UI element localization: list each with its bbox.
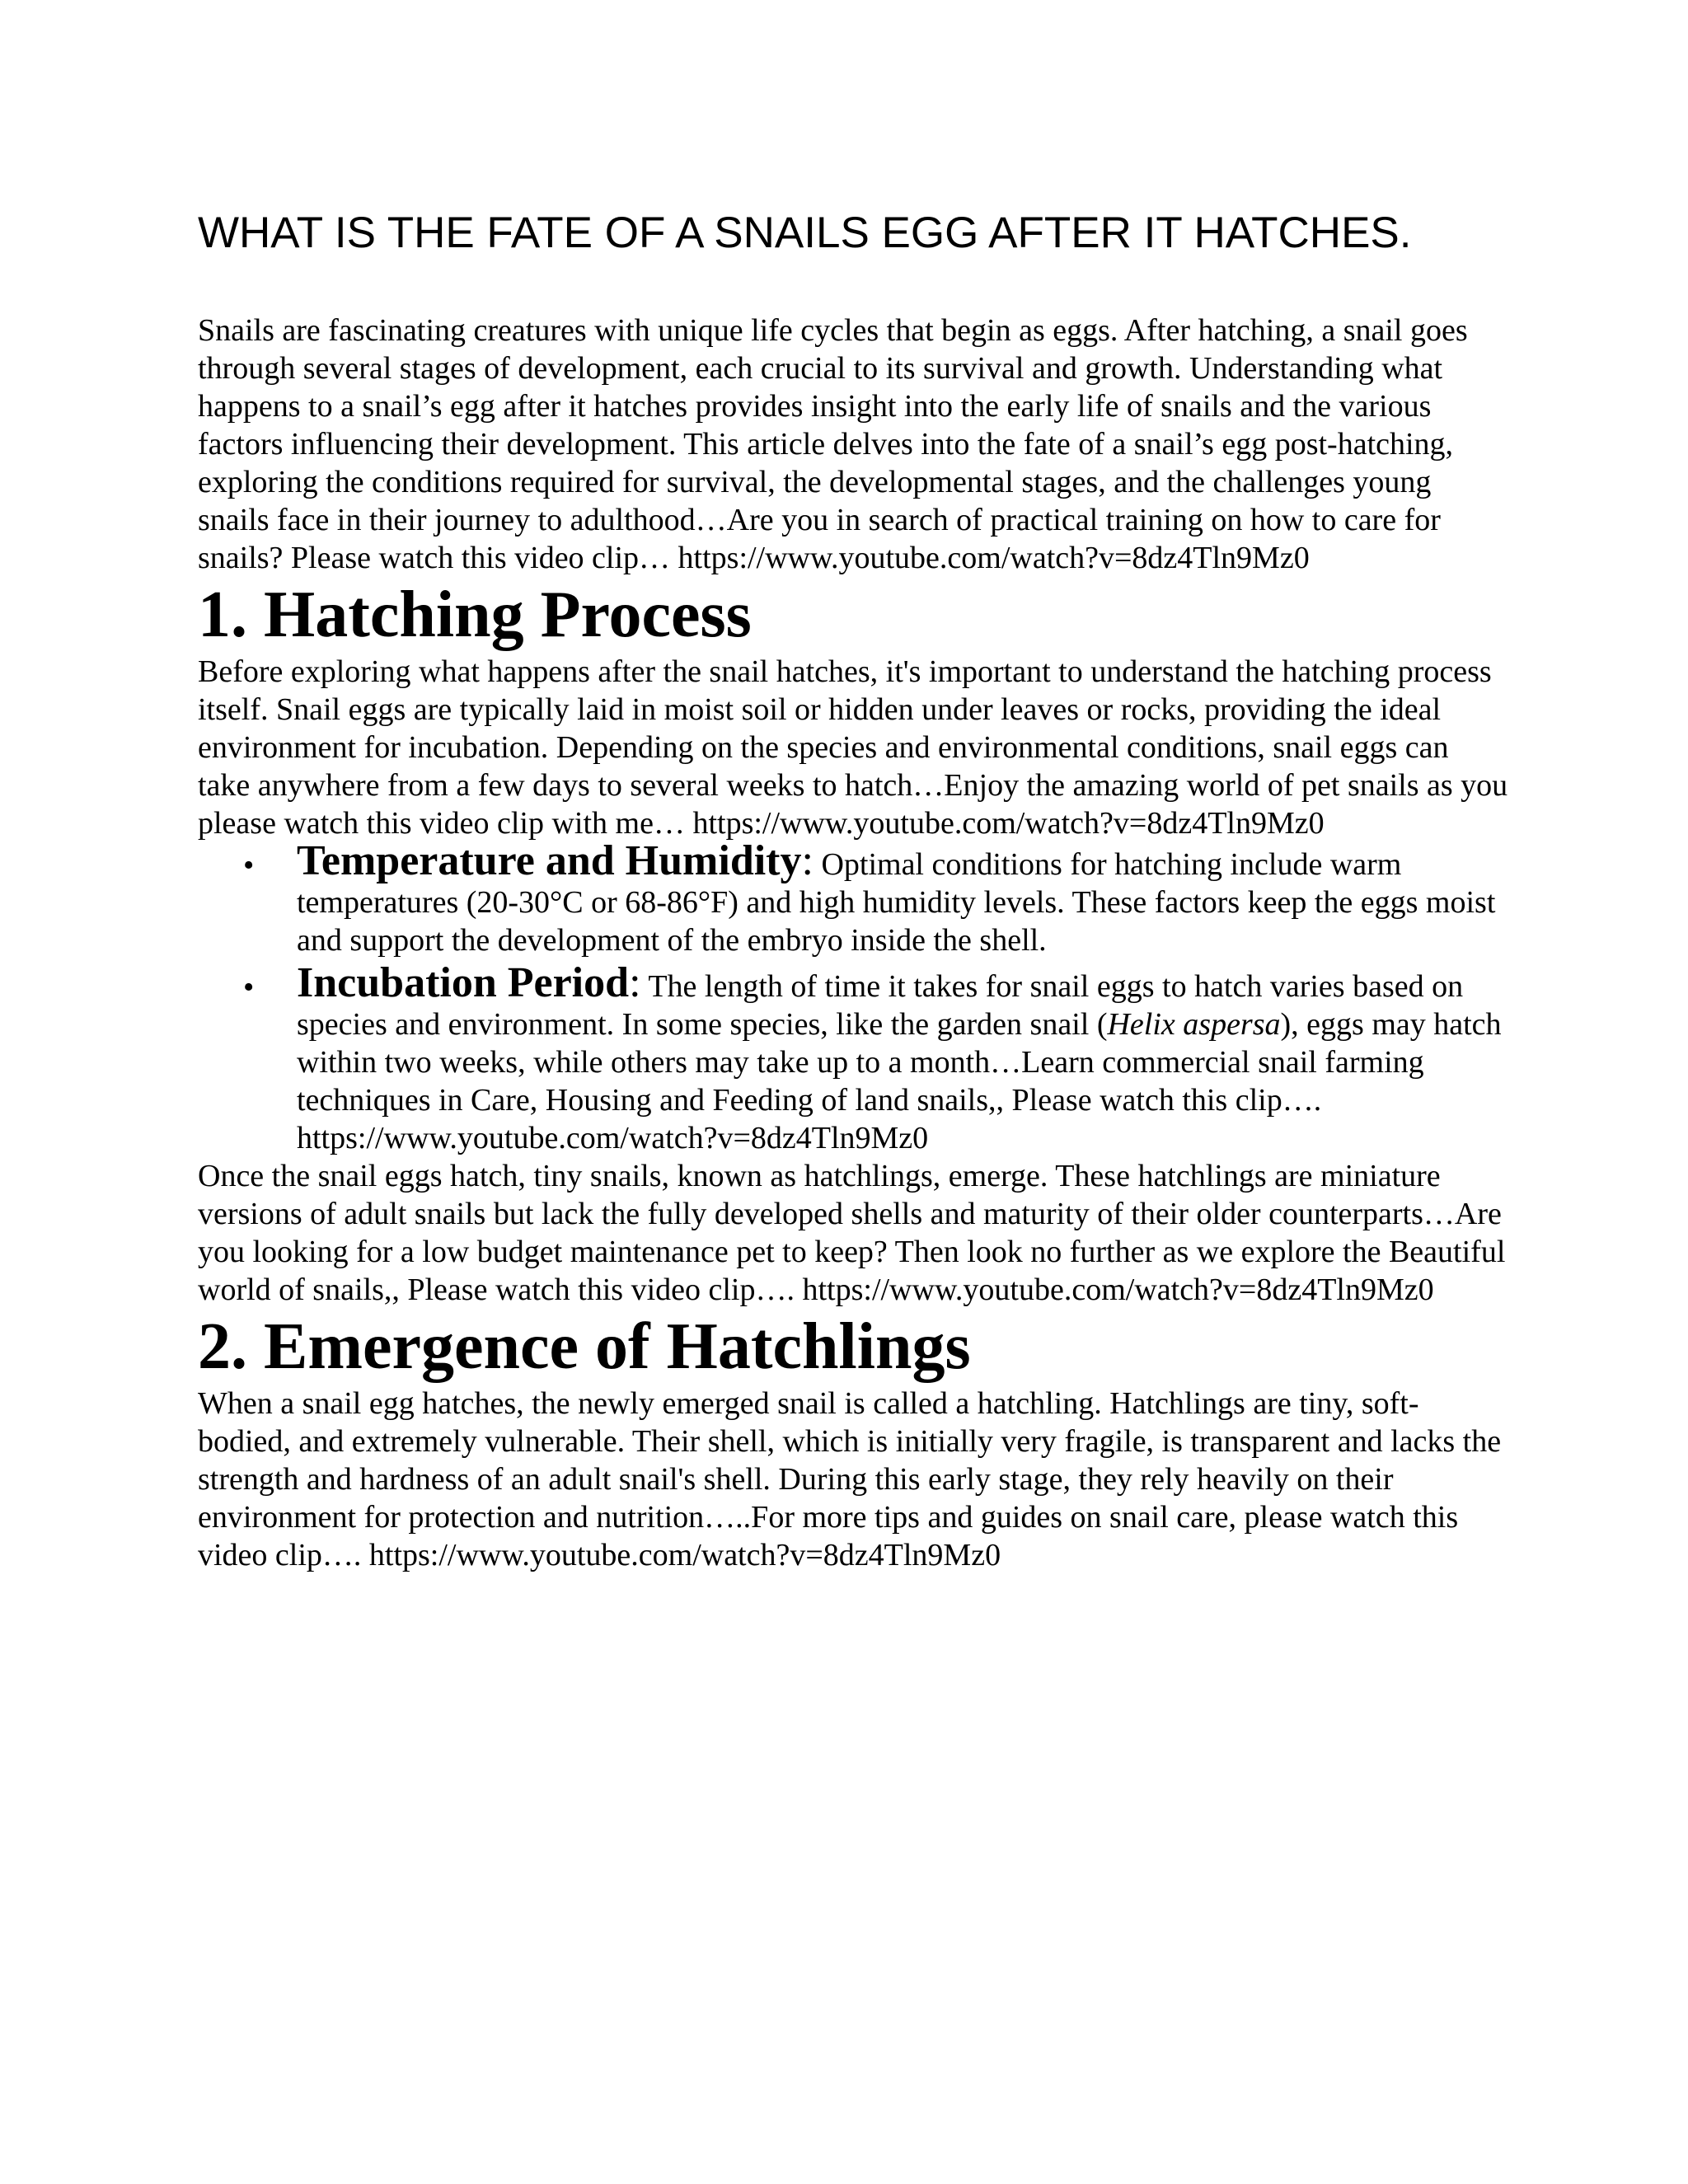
bullet-icon: • — [243, 848, 255, 883]
bullet-term: Temperature and Humidity — [297, 837, 802, 884]
species-name: Helix aspersa — [1107, 1007, 1281, 1042]
hatching-process-paragraph: Before exploring what happens after the snail hatches, it's important to understand the hatching process itself. Snail eggs are typically laid in moist soil or hidden under leaves or rocks, providing the ideal environment for incubation. Depending on the species and environmental conditions, snail eggs can take anywhere from a few days to several weeks to hatch…Enjoy the amazing world of pet snails as you please watch this video clip with me… https://www.youtube.com/watch?v=8dz4Tln9Mz0 — [198, 654, 1508, 841]
emergence-paragraph: When a snail egg hatches, the newly emerged snail is called a hatchling. Hatchlings are tiny, soft-bodied, and extremely vulnerable. Their shell, which is initially very fragile, is transparent and lacks the strength and hardness of an adult snail's shell. During this early stage, they rely heavily on their environment for protection and nutrition…..For more tips and guides on snail care, please watch this video clip…. https://www.youtube.com/watch?v=8dz4Tln9Mz0 — [198, 1386, 1502, 1572]
bullet-term-colon: : — [629, 959, 641, 1006]
list-item-incubation-period — [198, 959, 1508, 1157]
hatchlings-paragraph: Once the snail eggs hatch, tiny snails, known as hatchlings, emerge. These hatchlings are miniature versions of adult snails but lack the fully developed shells and maturity of their older counterparts…Are you looking for a low budget maintenance pet to keep? Then look no further as we explore the Beautiful world of snails,, Please watch this video clip…. https://www.youtube.com/watch?v=8dz4Tln9Mz0 — [198, 1159, 1506, 1307]
bullet-icon: • — [243, 970, 255, 1005]
document-title: WHAT IS THE FATE OF A SNAILS EGG AFTER IT HATCHES. — [198, 209, 1412, 257]
bullet-term: Incubation Period — [297, 959, 630, 1006]
bullet-text-continued: ), eggs may hatch within two weeks, while others may take up to a month…Learn commercial snail farming techniques in Care, Housing and Feeding of land snails,, Please watch this clip…. https://www.youtube.com/watch?v=8dz4Tln9Mz0 — [297, 1007, 1502, 1155]
bullet-term-colon: : — [801, 837, 814, 884]
bullet-text: Optimal conditions for hatching include warm temperatures (20-30°C or 68-86°F) and high humidity levels. These factors keep the eggs moist and support the development of the embryo inside the shell. — [297, 847, 1496, 958]
bullet-text: The length of time it takes for snail eggs to hatch varies based on species and environment. In some species, like the garden snail ( — [297, 969, 1464, 1042]
document-content — [198, 206, 1508, 1574]
hatching-factors-list — [198, 837, 1508, 1157]
section-heading-emergence-of-hatchlings: 2. Emergence of Hatchlings — [198, 1310, 971, 1383]
list-item-temperature-humidity — [198, 837, 1508, 959]
intro-paragraph: Snails are fascinating creatures with unique life cycles that begin as eggs. After hatching, a snail goes through several stages of development, each crucial to its survival and growth. Understanding what happens to a snail’s egg after it hatches provides insight into the early life of snails and the various factors influencing their development. This article delves into the fate of a snail’s egg post-hatching, exploring the conditions required for survival, the developmental stages, and the challenges young snails face in their journey to adulthood…Are you in search of practical training on how to care for snails? Please watch this video clip… https://www.youtube.com/watch?v=8dz4Tln9Mz0 — [198, 313, 1468, 575]
section-heading-hatching-process: 1. Hatching Process — [198, 579, 752, 651]
